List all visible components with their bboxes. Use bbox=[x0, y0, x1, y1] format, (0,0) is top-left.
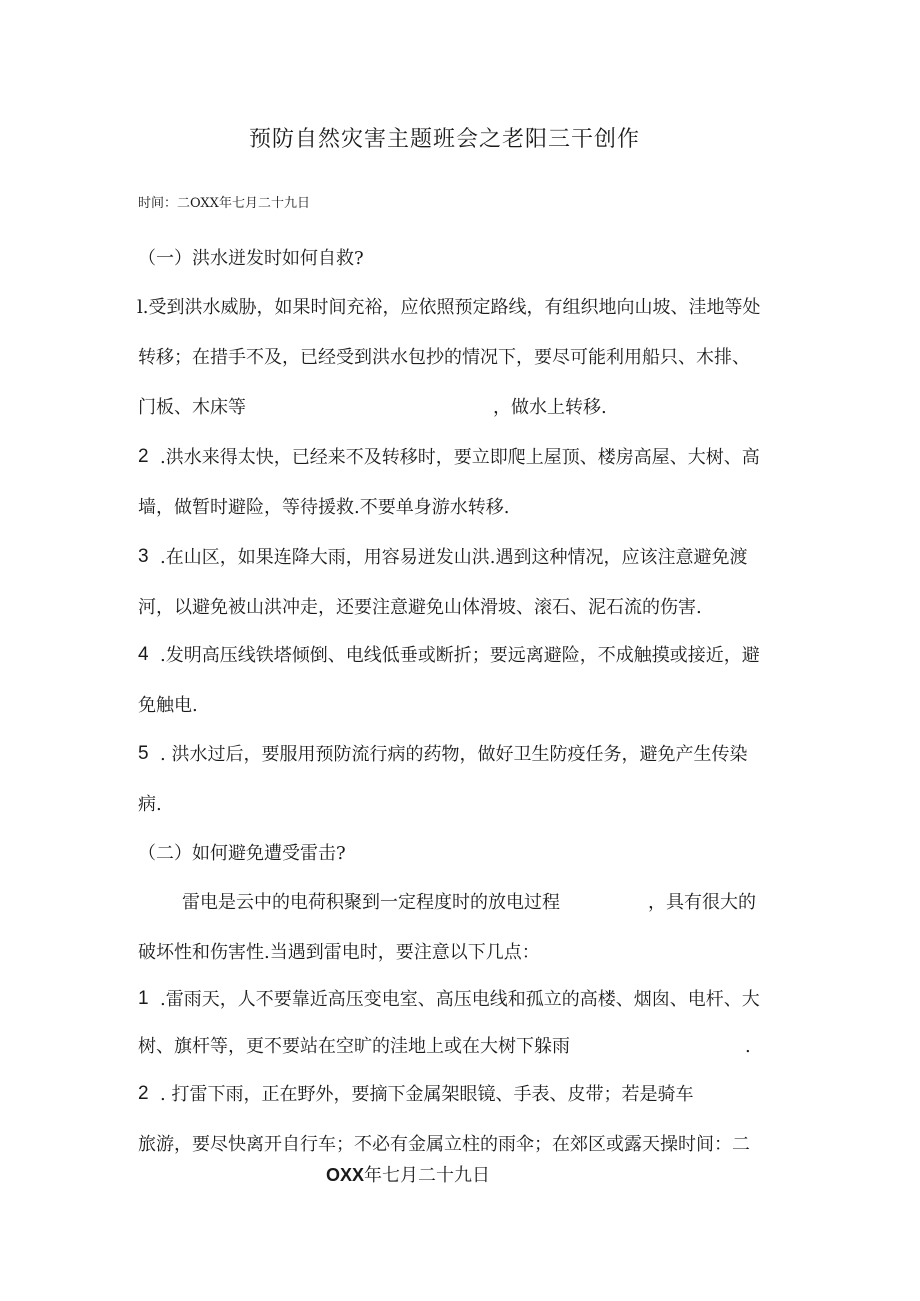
s1-item5-line-b: 病. bbox=[138, 794, 162, 815]
s2-item1-line-b-left: 树、旗杆等，更不要站在空旷的洼地上或在大树下躲雨 bbox=[138, 1036, 570, 1057]
footer-date bbox=[326, 1163, 490, 1188]
section1-heading: （一）洪水迸发时如何自救? bbox=[138, 248, 364, 269]
footer-date-oxx: OXX bbox=[326, 1165, 365, 1185]
s2-intro-line-a-left: 雷电是云中的电荷积聚到一定程度时的放电过程 bbox=[182, 892, 560, 913]
s2-item1-number: 1 bbox=[138, 988, 149, 1009]
s2-item2-line-a: . 打雷下雨，正在野外，要摘下金属架眼镜、手表、皮带；若是骑车 bbox=[160, 1084, 694, 1105]
footer-date-rest: 年七月二十九日 bbox=[364, 1165, 491, 1186]
s1-item1-line-c-right: ，做水上转移. bbox=[493, 397, 607, 418]
s2-item1-line-a: .雷雨天，人不要靠近高压变电室、高压电线和孤立的高楼、烟囱、电杆、大 bbox=[160, 989, 760, 1010]
s1-item5-line-a: . 洪水过后，要服用预防流行病的药物，做好卫生防疫任务，避免产生传染 bbox=[160, 744, 748, 765]
time-line: 时间：二OXX年七月二十九日 bbox=[138, 196, 310, 211]
s2-intro-line-b: 破坏性和伤害性.当遇到雷电时，要注意以下几点： bbox=[138, 942, 540, 963]
page-title: 预防自然灾害主题班会之老阳三干创作 bbox=[249, 127, 641, 152]
s1-item5-number: 5 bbox=[138, 743, 149, 764]
s1-item2-line-b: 墙，做暂时避险，等待援救.不要单身游水转移. bbox=[138, 497, 510, 518]
s2-item2-number: 2 bbox=[138, 1083, 149, 1104]
s1-item2-line-a: .洪水来得太快，已经来不及转移时，要立即爬上屋顶、楼房高屋、大树、高 bbox=[160, 447, 760, 468]
s1-item2-number: 2 bbox=[138, 446, 149, 467]
s1-item3-line-b: 河，以避免被山洪冲走，还要注意避免山体滑坡、滚石、泥石流的伤害. bbox=[138, 597, 702, 618]
s1-item1-line-c-left: 门板、木床等 bbox=[138, 397, 246, 418]
s2-item2-line-b: 旅游，要尽快离开自行车；不必有金属立柱的雨伞；在郊区或露天操时间：二 bbox=[138, 1134, 750, 1155]
s1-item1-line-b: 转移；在措手不及，已经受到洪水包抄的情况下，要尽可能利用船只、木排、 bbox=[138, 347, 750, 368]
s1-item3-number: 3 bbox=[138, 546, 149, 567]
s1-item4-line-b: 免触电. bbox=[138, 695, 198, 716]
s1-item4-number: 4 bbox=[138, 644, 149, 665]
s1-item1-line-a: l.受到洪水威胁，如果时间充裕，应依照预定路线，有组织地向山坡、洼地等处 bbox=[137, 297, 761, 318]
s1-item3-line-a: .在山区，如果连降大雨，用容易迸发山洪.遇到这种情况，应该注意避免渡 bbox=[160, 547, 748, 568]
s2-intro-line-a-right: ，具有很大的 bbox=[648, 892, 756, 913]
section2-heading: （二）如何避免遭受雷击? bbox=[138, 843, 346, 864]
s1-item4-line-a: .发明高压线铁塔倾倒、电线低垂或断折；要远离避险，不成触摸或接近，避 bbox=[160, 645, 760, 666]
s2-item1-line-b-right: . bbox=[745, 1036, 751, 1057]
